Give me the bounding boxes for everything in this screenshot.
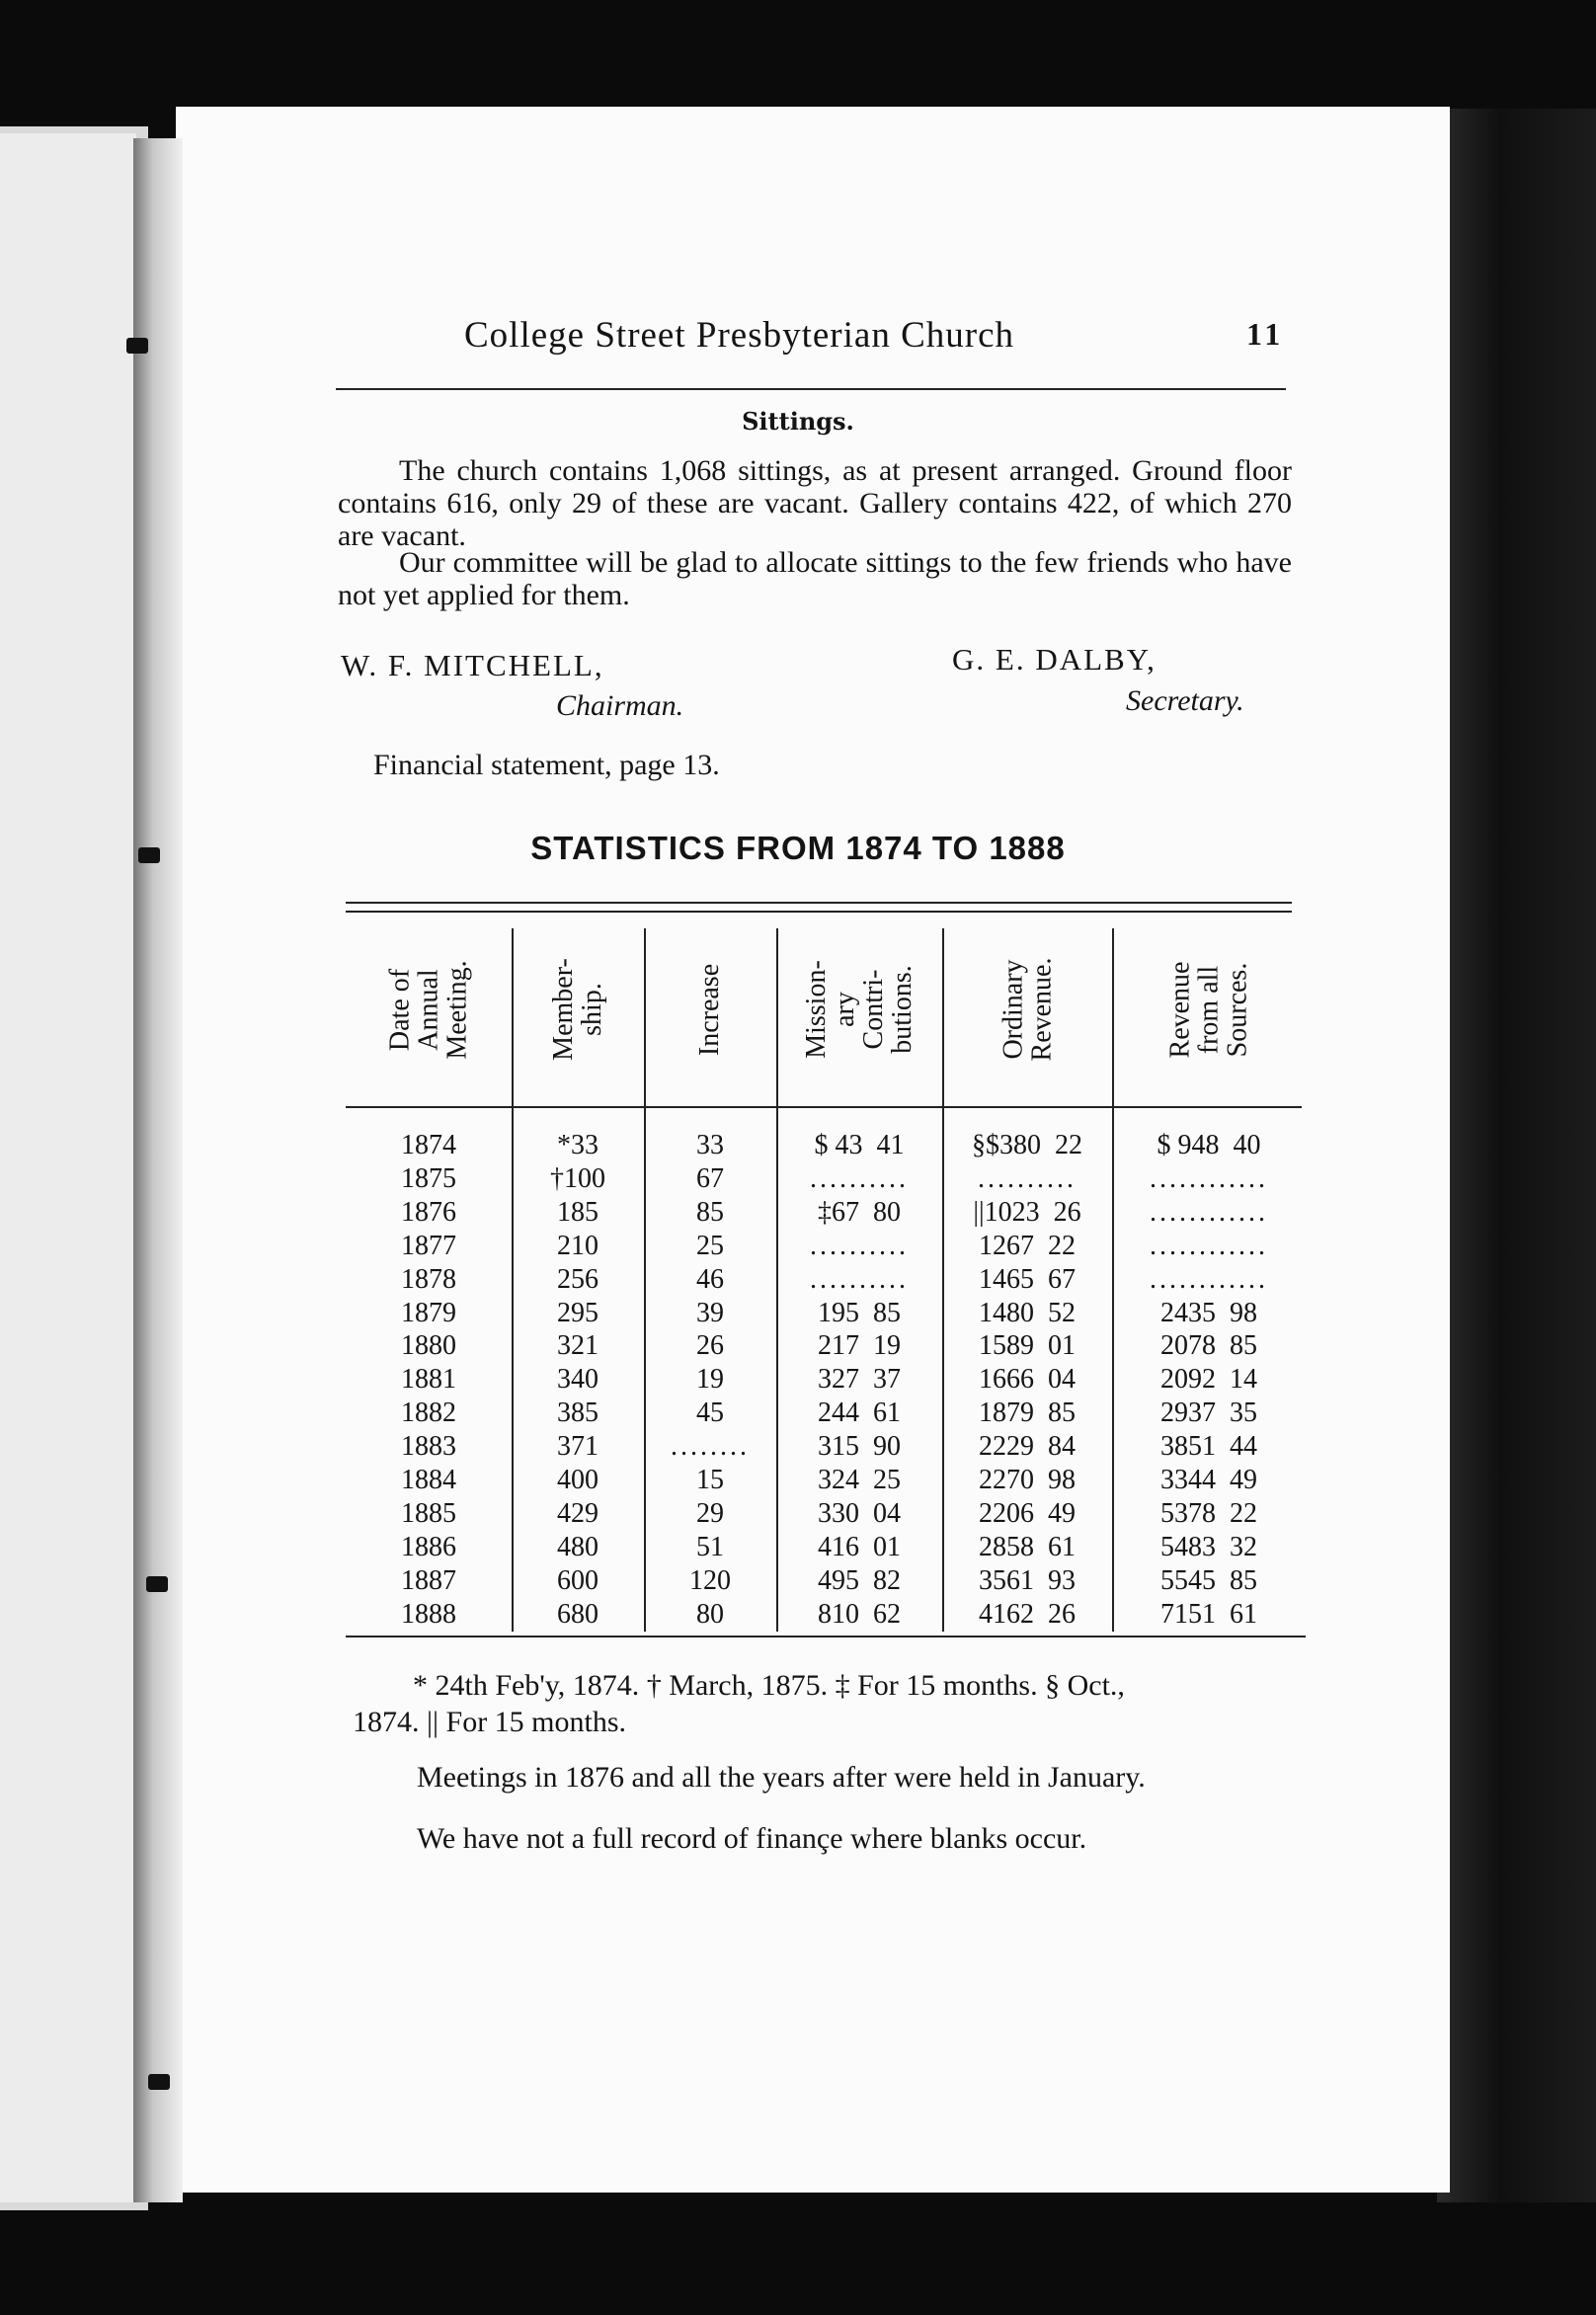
table-top-rule	[346, 911, 1292, 913]
closing-note: Meetings in 1876 and all the years after were held in January.	[417, 1761, 1146, 1794]
table-row	[346, 1130, 1306, 1163]
table-cell: ..........	[810, 1162, 909, 1194]
table-cell: 1879 85	[979, 1397, 1076, 1429]
closing-note: We have not a full record of finançe where blanks occur.	[417, 1822, 1087, 1855]
table-bottom-rule	[346, 1636, 1306, 1637]
secretary-name: G. E. DALBY,	[952, 642, 1157, 677]
table-cell: ............	[1150, 1196, 1268, 1228]
table-cell: 600	[557, 1564, 598, 1596]
table-cell: ........	[671, 1431, 750, 1463]
table-cell: 2937 35	[1160, 1397, 1257, 1429]
table-cell: 2858 61	[979, 1531, 1076, 1562]
statistics-title: STATISTICS FROM 1874 TO 1888	[530, 830, 1066, 866]
table-cell: 495 82	[818, 1564, 901, 1596]
table-row	[346, 1565, 1306, 1599]
column-header-membership: Member- ship.	[548, 958, 607, 1061]
binding-stitch	[146, 1576, 168, 1592]
table-cell: 19	[696, 1364, 724, 1396]
table-cell: 429	[557, 1497, 598, 1529]
table-cell: $ 948 40	[1157, 1130, 1261, 1160]
footnote-line: * 24th Feb'y, 1874. † March, 1875. ‡ For 15 months. § Oct.,	[413, 1669, 1125, 1702]
table-cell: ............	[1150, 1162, 1268, 1194]
table-cell: 2078 85	[1160, 1330, 1257, 1362]
table-cell: 400	[557, 1465, 598, 1495]
table-cell: 25	[696, 1230, 724, 1261]
table-cell: 185	[557, 1196, 598, 1228]
table-cell: ............	[1150, 1230, 1268, 1261]
sittings-paragraph: Our committee will be glad to allocate sittings to the few friends who have not yet applied for them.	[338, 546, 1292, 611]
table-cell: ..........	[810, 1263, 909, 1295]
table-cell: 2435 98	[1160, 1297, 1257, 1328]
table-cell: 1875	[401, 1162, 456, 1194]
table-cell: 1887	[401, 1564, 456, 1596]
table-cell: 1880	[401, 1330, 456, 1362]
chairman-title: Chairman.	[556, 689, 684, 722]
table-cell: ..........	[810, 1230, 909, 1261]
table-row	[346, 1364, 1306, 1397]
table-row	[346, 1498, 1306, 1532]
table-row	[346, 1197, 1306, 1231]
table-cell: 371	[557, 1431, 598, 1463]
table-cell: 33	[696, 1130, 724, 1160]
table-cell: ..........	[978, 1162, 1077, 1194]
header-bottom-rule	[346, 1106, 1302, 1108]
table-cell: 46	[696, 1263, 724, 1295]
table-cell: 1874	[401, 1130, 456, 1160]
page-number: 11	[1246, 316, 1285, 352]
table-cell: 330 04	[818, 1497, 901, 1529]
table-cell: 5483 32	[1160, 1531, 1257, 1562]
gutter	[133, 138, 183, 2202]
table-cell: 244 61	[818, 1397, 901, 1429]
table-cell: 1666 04	[979, 1364, 1076, 1396]
table-cell: 1888	[401, 1598, 456, 1630]
table-cell: 2270 98	[979, 1465, 1076, 1495]
table-row	[346, 1264, 1306, 1298]
table-row	[346, 1330, 1306, 1364]
table-cell: 1881	[401, 1364, 456, 1396]
table-cell: 3561 93	[979, 1564, 1076, 1596]
table-cell: 1878	[401, 1263, 456, 1295]
table-cell: 2229 84	[979, 1431, 1076, 1463]
sittings-paragraph: The church contains 1,068 sittings, as at present arranged. Ground floor contains 616, only 29 of these are vacant. Gallery contains 422, of which 270 are vacant.	[338, 454, 1292, 552]
table-cell: 85	[696, 1196, 724, 1228]
table-row	[346, 1465, 1306, 1498]
column-header-date: Date of Annual Meeting.	[384, 959, 473, 1060]
section-heading: Sittings.	[742, 407, 854, 436]
table-cell: $ 43 41	[814, 1130, 905, 1160]
table-cell: 1267 22	[979, 1230, 1076, 1261]
chairman-name: W. F. MITCHELL,	[341, 648, 604, 682]
table-cell: 1883	[401, 1431, 456, 1463]
table-row	[346, 1532, 1306, 1565]
table-cell: 67	[696, 1162, 724, 1194]
statistics-table	[346, 899, 1306, 1639]
table-cell: 256	[557, 1263, 598, 1295]
table-cell: 295	[557, 1297, 598, 1328]
table-cell: 1480 52	[979, 1297, 1076, 1328]
table-cell: 1589 01	[979, 1330, 1076, 1362]
table-row	[346, 1431, 1306, 1465]
table-cell: §$380 22	[972, 1130, 1082, 1160]
binding-stitch	[148, 2074, 170, 2090]
table-cell: 195 85	[818, 1297, 901, 1328]
table-cell: 39	[696, 1297, 724, 1328]
table-cell: 26	[696, 1330, 724, 1362]
running-head: College Street Presbyterian Church	[464, 315, 1015, 356]
table-cell: 4162 26	[979, 1598, 1076, 1630]
table-cell: 3851 44	[1160, 1431, 1257, 1463]
table-cell: 680	[557, 1598, 598, 1630]
table-cell: 80	[696, 1598, 724, 1630]
column-header-missionary: Mission- ary Contri- butions.	[800, 960, 918, 1059]
table-cell: 51	[696, 1531, 724, 1562]
table-cell: 480	[557, 1531, 598, 1562]
table-cell: 1886	[401, 1531, 456, 1562]
table-cell: ............	[1150, 1263, 1268, 1295]
table-cell: 217 19	[818, 1330, 901, 1362]
table-row	[346, 1163, 1306, 1197]
secretary-title: Secretary.	[1126, 684, 1244, 717]
table-cell: 1885	[401, 1497, 456, 1529]
table-row	[346, 1298, 1306, 1331]
financial-note: Financial statement, page 13.	[373, 749, 720, 781]
table-cell: 324 25	[818, 1465, 901, 1495]
table-top-rule	[346, 902, 1292, 904]
table-cell: *33	[557, 1130, 598, 1160]
table-cell: 15	[696, 1465, 724, 1495]
table-cell: 29	[696, 1497, 724, 1529]
table-cell: 120	[689, 1564, 731, 1596]
table-cell: 810 62	[818, 1598, 901, 1630]
table-cell: 3344 49	[1160, 1465, 1257, 1495]
table-cell: 1877	[401, 1230, 456, 1261]
table-cell: 2206 49	[979, 1497, 1076, 1529]
table-cell: 210	[557, 1230, 598, 1261]
table-cell: 5378 22	[1160, 1497, 1257, 1529]
table-cell: 5545 85	[1160, 1564, 1257, 1596]
table-cell: 45	[696, 1397, 724, 1429]
footnote-line: 1874. || For 15 months.	[353, 1706, 627, 1738]
binding-stitch	[126, 338, 148, 354]
table-row	[346, 1231, 1306, 1264]
table-cell: ||1023 26	[973, 1196, 1081, 1228]
table-cell: 1882	[401, 1397, 456, 1429]
table-cell: 327 37	[818, 1364, 901, 1396]
table-row	[346, 1397, 1306, 1431]
table-cell: 2092 14	[1160, 1364, 1257, 1396]
table-cell: ‡67 80	[818, 1196, 901, 1228]
header-rule	[336, 388, 1286, 390]
table-cell: 385	[557, 1397, 598, 1429]
table-row	[346, 1599, 1306, 1633]
column-header-total-revenue: Revenue from all Sources.	[1164, 961, 1253, 1058]
table-cell: 340	[557, 1364, 598, 1396]
table-cell: 315 90	[818, 1431, 901, 1463]
column-header-increase: Increase	[694, 963, 726, 1056]
table-cell: 1879	[401, 1297, 456, 1328]
table-cell: 1465 67	[979, 1263, 1076, 1295]
table-cell: 7151 61	[1160, 1598, 1257, 1630]
left-page	[0, 133, 136, 2202]
table-cell: †100	[550, 1162, 605, 1194]
table-cell: 416 01	[818, 1531, 901, 1562]
table-cell: 1884	[401, 1465, 456, 1495]
table-cell: 1876	[401, 1196, 456, 1228]
table-cell: 321	[557, 1330, 598, 1362]
column-header-ordinary-revenue: Ordinary Revenue.	[998, 957, 1057, 1062]
